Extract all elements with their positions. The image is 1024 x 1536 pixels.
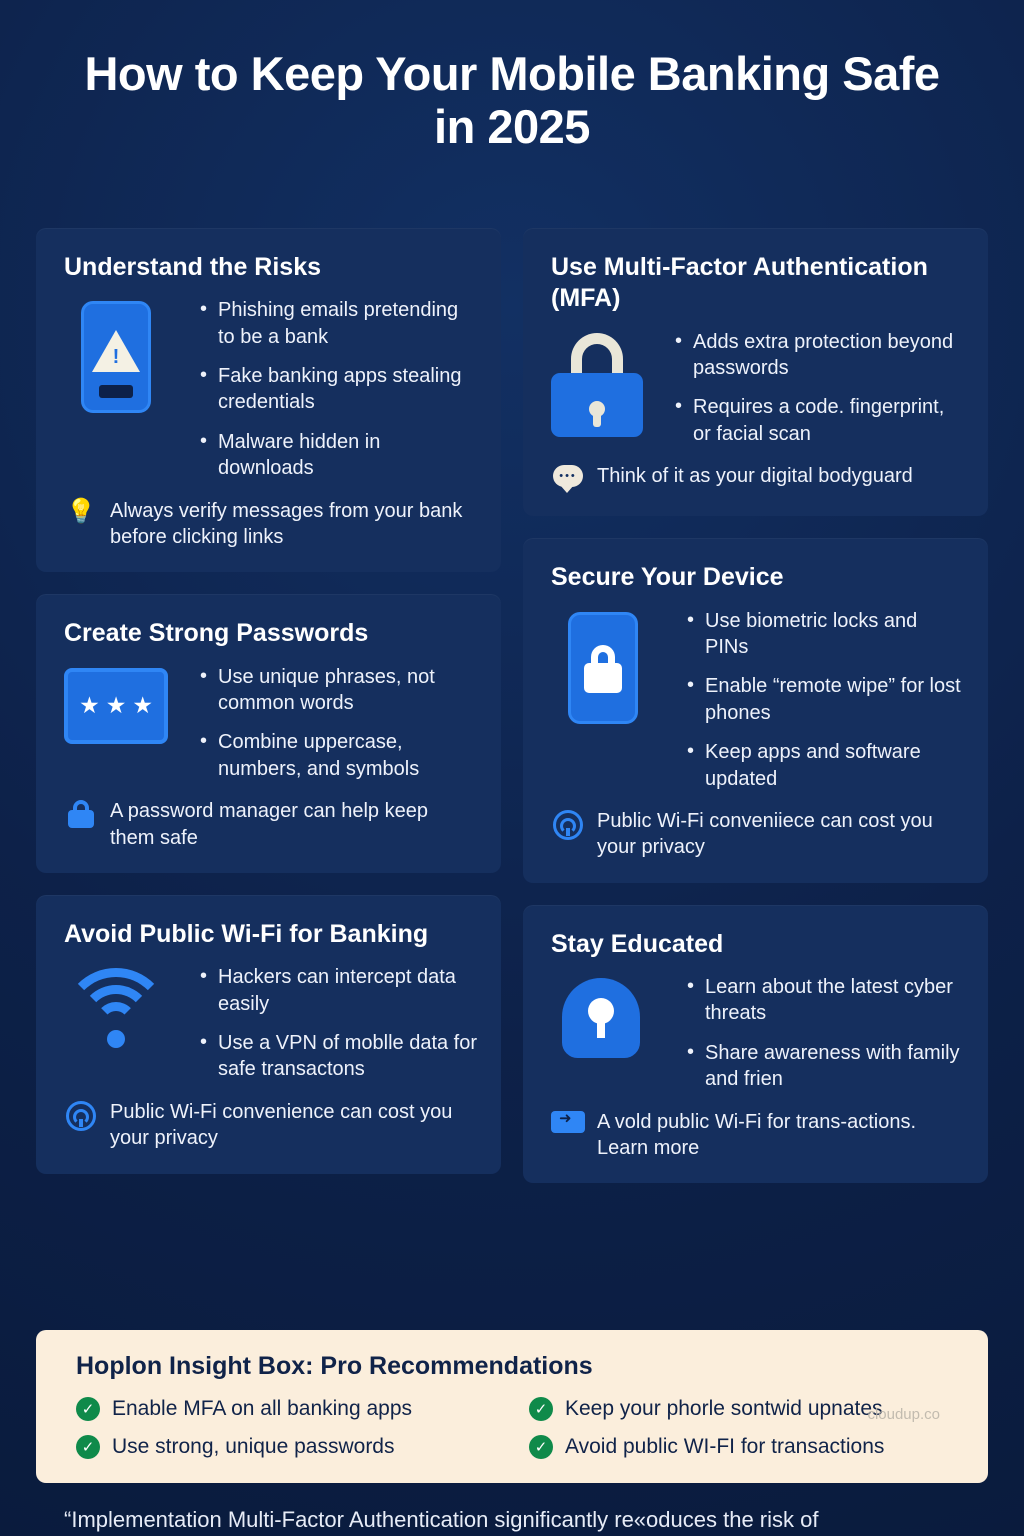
- list-item: • Enable “remote wipe” for lost phones: [687, 673, 964, 726]
- cards-grid: [36, 228, 988, 1183]
- right-column: [523, 228, 988, 1183]
- check-label: Avoid public WI-FI for transactions: [565, 1435, 885, 1458]
- card-tip: [551, 1109, 964, 1162]
- tip-text: Public Wi-Fi convenience can cost you your privacy: [110, 1100, 453, 1150]
- footer-quote: “Implementation Multi-Factor Authentication significantly re«oduces the risk of: [64, 1507, 819, 1532]
- card-tip: [64, 1099, 477, 1152]
- watermark: cloudup.co: [867, 1406, 940, 1423]
- fingerprint-ring-icon: [551, 808, 585, 847]
- list-item: • Hackers can intercept data easily: [200, 964, 477, 1017]
- padlock-icon: [551, 329, 643, 437]
- insight-checklist: [76, 1397, 956, 1459]
- head-idea-icon: [551, 974, 655, 1070]
- list-item: [76, 1435, 503, 1459]
- check-icon: ✓: [529, 1435, 553, 1459]
- wifi-icon: [64, 964, 168, 1046]
- card-create-strong-passwords: [36, 594, 501, 873]
- arrow-box-icon: [551, 1109, 585, 1140]
- list-item: • Use a VPN of moblle data for safe transactons: [200, 1030, 477, 1083]
- lightbulb-icon: 💡: [66, 497, 96, 525]
- card-avoid-public-wifi: [36, 895, 501, 1174]
- bullet-list: [667, 974, 964, 1093]
- card-heading: Secure Your Device: [551, 563, 784, 592]
- list-item: • Phishing emails pretending to be a bank: [200, 297, 477, 350]
- bullet-list: [667, 608, 964, 792]
- list-item: • Keep apps and software updated: [687, 739, 964, 792]
- check-label: Keep your phorle sontwid upnates: [565, 1397, 883, 1420]
- check-icon: ✓: [76, 1435, 100, 1459]
- phone-lock-icon: [551, 608, 655, 724]
- speech-bubble-icon: •••: [551, 463, 585, 494]
- card-heading: Avoid Public Wi-Fi for Banking: [64, 919, 429, 948]
- card-secure-your-device: [523, 538, 988, 882]
- card-tip: [551, 808, 964, 861]
- page-title: How to Keep Your Mobile Banking Safe in 2025: [84, 47, 940, 153]
- card-use-mfa: [523, 228, 988, 516]
- list-item: • Fake banking apps stealing credentials: [200, 363, 477, 416]
- card-heading: Create Strong Passwords: [64, 619, 369, 648]
- tip-text: Think of it as your digital bodyguard: [597, 465, 913, 488]
- list-item: • Adds extra protection beyond passwords: [675, 329, 964, 382]
- bullet-list: [180, 297, 477, 481]
- fingerprint-ring-icon: [64, 1099, 98, 1138]
- insight-heading: Hoplon Insight Box: Pro Recommendations: [76, 1352, 593, 1380]
- check-label: Use strong, unique passwords: [112, 1435, 395, 1458]
- bullet-list: [655, 329, 964, 448]
- left-column: [36, 228, 501, 1183]
- password-stars-icon: ★ ★ ★: [64, 664, 168, 744]
- card-tip: [64, 498, 477, 551]
- card-heading: Understand the Risks: [64, 253, 322, 281]
- list-item: • Share awareness with family and frien: [687, 1040, 964, 1093]
- bullet-list: [180, 664, 477, 783]
- check-icon: ✓: [529, 1397, 553, 1421]
- list-item: • Learn about the latest cyber threats: [687, 974, 964, 1027]
- phone-warning-icon: !: [64, 297, 168, 413]
- bullet-list: [180, 964, 477, 1083]
- tip-text: A vold public Wi-Fi for trans-actions. Learn more: [597, 1110, 916, 1160]
- card-heading: Stay Educated: [551, 929, 724, 958]
- check-label: Enable MFA on all banking apps: [112, 1397, 413, 1420]
- card-tip: [551, 463, 964, 494]
- list-item: • Requires a code. fingerprint, or facial scan: [675, 394, 964, 447]
- check-icon: ✓: [76, 1397, 100, 1421]
- list-item: • Combine uppercase, numbers, and symbols: [200, 729, 477, 782]
- card-heading: Use Multi-Factor Authentication (MFA): [551, 253, 928, 313]
- list-item: [76, 1397, 503, 1421]
- card-stay-educated: [523, 905, 988, 1184]
- list-item: • Use unique phrases, not common words: [200, 664, 477, 717]
- tip-text: Always verify messages from your bank before clicking links: [110, 499, 463, 548]
- small-lock-icon: [64, 798, 98, 835]
- tip-text: Public Wi-Fi conveniiece can cost you your privacy: [597, 810, 933, 859]
- card-tip: [64, 798, 477, 851]
- list-item: • Use biometric locks and PINs: [687, 608, 964, 661]
- tip-text: A password manager can help keep them safe: [110, 800, 428, 849]
- card-understand-the-risks: [36, 228, 501, 572]
- list-item: [529, 1435, 956, 1459]
- insight-box: [36, 1330, 988, 1483]
- list-item: • Malware hidden in downloads: [200, 429, 477, 482]
